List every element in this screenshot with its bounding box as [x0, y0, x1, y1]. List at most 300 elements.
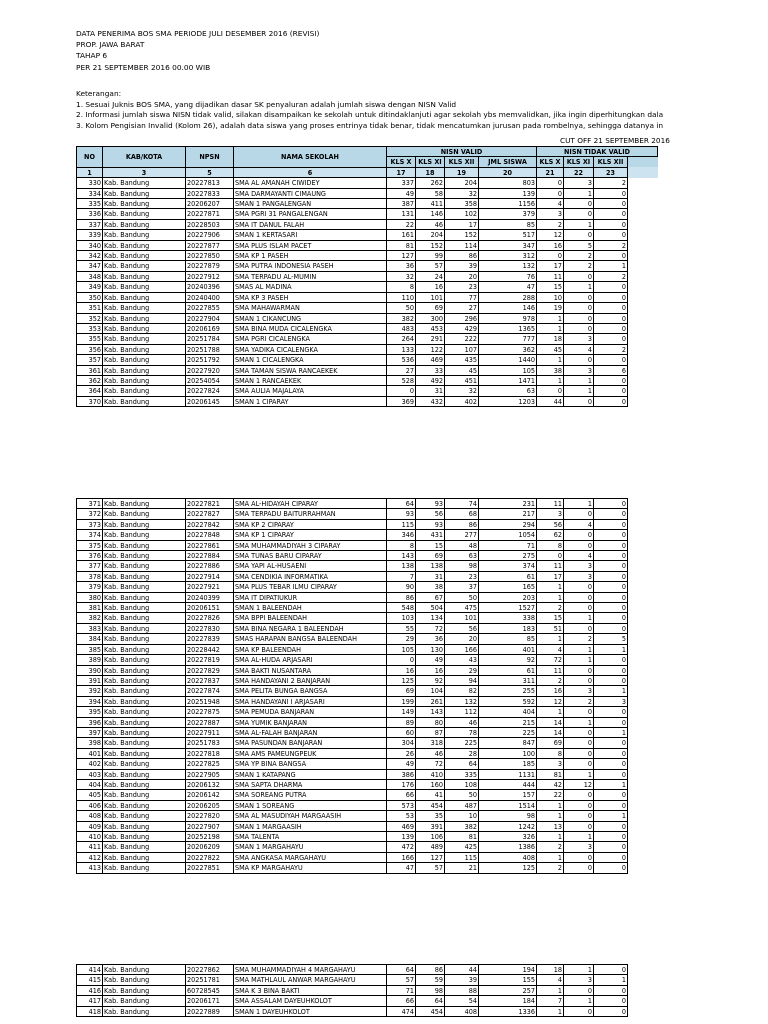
cell-invalid-kls-x: 17 [537, 261, 564, 271]
table-row [77, 240, 658, 250]
table-row [77, 561, 628, 571]
cell-npsn: 20227855 [186, 303, 234, 313]
cell-invalid-kls-xii: 0 [594, 707, 628, 717]
cell-kls-xi: 262 [416, 178, 445, 188]
cell-invalid-kls-xi: 0 [564, 355, 594, 365]
cell-npsn: 20227813 [186, 178, 234, 188]
cell-invalid-kls-x: 16 [537, 240, 564, 250]
cell-npsn: 20254054 [186, 375, 234, 385]
cell-invalid-kls-x: 1 [537, 375, 564, 385]
colnum-17: 17 [387, 167, 416, 177]
cell-kls-x: 53 [387, 811, 416, 821]
cell-jml-siswa: 146 [479, 303, 537, 313]
cell-invalid-kls-xi: 1 [564, 655, 594, 665]
table-row [77, 623, 628, 633]
cell-invalid-kls-xi: 3 [564, 334, 594, 344]
cell-kls-xii: 94 [445, 675, 479, 685]
cell-nama-sekolah: SMA TERPADU AL-MUMIN [234, 271, 387, 281]
cell-kls-xii: 86 [445, 251, 479, 261]
cell-nama-sekolah: SMA AL MASUDIYAH MARGAASIH [234, 811, 387, 821]
cell-npsn: 20227861 [186, 540, 234, 550]
cell-invalid-kls-xii: 0 [594, 675, 628, 685]
cell-nama-sekolah: SMA MAHAWARMAN [234, 303, 387, 313]
cell-invalid-kls-xii: 6 [594, 365, 628, 375]
cell-npsn: 20227905 [186, 769, 234, 779]
cell-kls-xi: 72 [416, 623, 445, 633]
cell-kls-xi: 204 [416, 230, 445, 240]
cell-jml-siswa: 225 [479, 727, 537, 737]
cell-invalid-kls-xi: 0 [564, 303, 594, 313]
cell-no: 390 [77, 665, 103, 675]
table-row [77, 551, 628, 561]
cell-invalid-kls-x: 38 [537, 365, 564, 375]
cell-kls-x: 69 [387, 686, 416, 696]
cell-invalid-kls-x: 22 [537, 790, 564, 800]
cell-kls-xii: 132 [445, 696, 479, 706]
cell-kls-x: 125 [387, 675, 416, 685]
cell-invalid-kls-xi: 0 [564, 603, 594, 613]
cell-npsn: 20227920 [186, 365, 234, 375]
cell-nama-sekolah: SMAN 1 CICALENGKA [234, 355, 387, 365]
cell-kls-x: 176 [387, 779, 416, 789]
cell-invalid-kls-xii: 0 [594, 188, 628, 198]
cell-invalid-kls-xii: 2 [594, 240, 628, 250]
cell-invalid-kls-xii: 1 [594, 644, 628, 654]
cell-kabkota: Kab. Bandung [103, 665, 186, 675]
cell-invalid-kls-x: 62 [537, 530, 564, 540]
cell-kls-x: 133 [387, 344, 416, 354]
cell-invalid-kls-xi: 1 [564, 386, 594, 396]
cell-kls-xii: 408 [445, 1006, 479, 1016]
header-nisn-valid: NISN VALID [387, 147, 537, 157]
cell-no: 391 [77, 675, 103, 685]
cell-nama-sekolah: SMA HANDAYANI 2 BANJARAN [234, 675, 387, 685]
cell-kabkota: Kab. Bandung [103, 863, 186, 873]
cell-jml-siswa: 63 [479, 386, 537, 396]
cell-jml-siswa: 847 [479, 738, 537, 748]
cell-kls-xi: 122 [416, 344, 445, 354]
cell-invalid-kls-xii: 1 [594, 261, 628, 271]
table-row [77, 644, 628, 654]
cell-kls-xii: 68 [445, 509, 479, 519]
cell-npsn: 20206132 [186, 779, 234, 789]
cell-invalid-kls-x: 11 [537, 271, 564, 281]
cell-kls-xi: 469 [416, 355, 445, 365]
cell-jml-siswa: 61 [479, 571, 537, 581]
cell-nama-sekolah: SMAS AL MADINA [234, 282, 387, 292]
cell-nama-sekolah: SMAN 1 RANCAEKEK [234, 375, 387, 385]
cell-jml-siswa: 338 [479, 613, 537, 623]
table-row [77, 975, 628, 985]
cell-no: 412 [77, 852, 103, 862]
cell-kls-x: 29 [387, 634, 416, 644]
cell-jml-siswa: 404 [479, 707, 537, 717]
cell-invalid-kls-xi: 0 [564, 209, 594, 219]
table-row [77, 519, 628, 529]
cell-invalid-kls-xi: 1 [564, 499, 594, 509]
cell-npsn: 20251948 [186, 696, 234, 706]
cell-invalid-kls-x: 3 [537, 759, 564, 769]
cell-npsn: 20227879 [186, 261, 234, 271]
cell-kls-xi: 410 [416, 769, 445, 779]
table-row [77, 530, 628, 540]
cell-invalid-kls-xi: 3 [564, 686, 594, 696]
cell-jml-siswa: 275 [479, 551, 537, 561]
cell-jml-siswa: 61 [479, 665, 537, 675]
cell-jml-siswa: 257 [479, 985, 537, 995]
cell-invalid-kls-xii: 0 [594, 821, 628, 831]
cell-invalid-kls-xii: 0 [594, 748, 628, 758]
cell-kabkota: Kab. Bandung [103, 790, 186, 800]
cell-invalid-kls-x: 0 [537, 551, 564, 561]
cell-nama-sekolah: SMAN 1 MARGAHAYU [234, 842, 387, 852]
cell-kabkota: Kab. Bandung [103, 821, 186, 831]
cell-no: 370 [77, 396, 103, 406]
cell-jml-siswa: 1131 [479, 769, 537, 779]
cell-no: 408 [77, 811, 103, 821]
cell-invalid-kls-xi: 0 [564, 790, 594, 800]
cell-jml-siswa: 125 [479, 863, 537, 873]
header-kls-xi: KLS XI [416, 157, 445, 167]
cell-nama-sekolah: SMAN 1 SOREANG [234, 800, 387, 810]
cell-jml-siswa: 194 [479, 965, 537, 975]
table-row [77, 303, 658, 313]
cell-invalid-kls-xii: 0 [594, 561, 628, 571]
cell-jml-siswa: 777 [479, 334, 537, 344]
cell-npsn: 20251788 [186, 344, 234, 354]
table-row [77, 696, 628, 706]
cell-kls-x: 139 [387, 832, 416, 842]
table-row [77, 996, 628, 1006]
cell-kls-xii: 115 [445, 852, 479, 862]
cell-invalid-kls-x: 42 [537, 779, 564, 789]
cell-kls-xii: 20 [445, 271, 479, 281]
cell-kabkota: Kab. Bandung [103, 655, 186, 665]
cell-invalid-kls-x: 1 [537, 800, 564, 810]
cell-invalid-kls-xii: 0 [594, 303, 628, 313]
cell-kls-xii: 487 [445, 800, 479, 810]
cell-kls-xii: 101 [445, 613, 479, 623]
cell-kls-x: 536 [387, 355, 416, 365]
cell-no: 392 [77, 686, 103, 696]
cell-jml-siswa: 203 [479, 592, 537, 602]
cell-jml-siswa: 1054 [479, 530, 537, 540]
cell-kabkota: Kab. Bandung [103, 592, 186, 602]
cell-nama-sekolah: SMA PASUNDAN BANJARAN [234, 738, 387, 748]
cell-kls-xii: 112 [445, 707, 479, 717]
cell-invalid-kls-xii: 0 [594, 334, 628, 344]
cell-npsn: 20227829 [186, 665, 234, 675]
cell-no: 401 [77, 748, 103, 758]
cell-nama-sekolah: SMA PGRI 31 PANGALENGAN [234, 209, 387, 219]
header-nama-sekolah: NAMA SEKOLAH [234, 147, 387, 168]
colnum-20: 20 [479, 167, 537, 177]
cell-kls-x: 81 [387, 240, 416, 250]
cell-kls-x: 0 [387, 386, 416, 396]
cell-nama-sekolah: SMA KP BALEENDAH [234, 644, 387, 654]
cell-kls-xi: 431 [416, 530, 445, 540]
cell-jml-siswa: 185 [479, 759, 537, 769]
cell-kls-x: 16 [387, 665, 416, 675]
cell-invalid-kls-xii: 2 [594, 344, 628, 354]
cell-npsn: 20206209 [186, 842, 234, 852]
title-line-4: PER 21 SEPTEMBER 2016 00.00 WIB [76, 62, 211, 72]
cell-no: 410 [77, 832, 103, 842]
cell-invalid-kls-xii: 0 [594, 375, 628, 385]
cell-kls-xii: 152 [445, 230, 479, 240]
cell-kls-x: 386 [387, 769, 416, 779]
cell-invalid-kls-x: 81 [537, 769, 564, 779]
cell-kls-x: 27 [387, 365, 416, 375]
cell-kls-xi: 58 [416, 188, 445, 198]
cell-jml-siswa: 76 [479, 271, 537, 281]
cell-invalid-kls-x: 15 [537, 282, 564, 292]
cell-npsn: 60728545 [186, 985, 234, 995]
cell-jml-siswa: 444 [479, 779, 537, 789]
cell-kls-xi: 36 [416, 634, 445, 644]
cell-no: 402 [77, 759, 103, 769]
cell-invalid-kls-x: 2 [537, 675, 564, 685]
cell-invalid-kls-xi: 1 [564, 644, 594, 654]
cell-nama-sekolah: SMA ASSALAM DAYEUHKOLOT [234, 996, 387, 1006]
cell-kls-x: 199 [387, 696, 416, 706]
cell-nama-sekolah: SMA IT DIPATIUKUR [234, 592, 387, 602]
cell-invalid-kls-xii: 2 [594, 178, 628, 188]
cell-invalid-kls-xi: 4 [564, 551, 594, 561]
cell-no: 340 [77, 240, 103, 250]
cell-nama-sekolah: SMA PLUS TEBAR ILMU CIPARAY [234, 582, 387, 592]
cell-nama-sekolah: SMA KP 2 CIPARAY [234, 519, 387, 529]
cell-jml-siswa: 217 [479, 509, 537, 519]
cell-jml-siswa: 184 [479, 996, 537, 1006]
cell-invalid-kls-xi: 0 [564, 985, 594, 995]
cell-invalid-kls-x: 11 [537, 665, 564, 675]
cell-kls-x: 89 [387, 717, 416, 727]
cell-kabkota: Kab. Bandung [103, 292, 186, 302]
cell-npsn: 20227921 [186, 582, 234, 592]
cell-kabkota: Kab. Bandung [103, 832, 186, 842]
cell-kabkota: Kab. Bandung [103, 530, 186, 540]
cell-invalid-kls-xii: 0 [594, 790, 628, 800]
cell-npsn: 20227862 [186, 965, 234, 975]
cell-invalid-kls-xi: 4 [564, 519, 594, 529]
header-jml-siswa: JML SISWA [479, 157, 537, 167]
cell-kls-x: 115 [387, 519, 416, 529]
cell-kls-x: 71 [387, 985, 416, 995]
cell-kls-xii: 435 [445, 355, 479, 365]
cell-kls-xii: 108 [445, 779, 479, 789]
cell-jml-siswa: 157 [479, 790, 537, 800]
cell-kls-xi: 64 [416, 996, 445, 1006]
cell-no: 417 [77, 996, 103, 1006]
cell-invalid-kls-xii: 0 [594, 996, 628, 1006]
cell-invalid-kls-xi: 3 [564, 842, 594, 852]
cell-kls-xii: 37 [445, 582, 479, 592]
cell-kls-xi: 67 [416, 592, 445, 602]
cell-no: 377 [77, 561, 103, 571]
cell-nama-sekolah: SMA IT DANUL FALAH [234, 219, 387, 229]
cell-kls-x: 32 [387, 271, 416, 281]
cell-kls-x: 469 [387, 821, 416, 831]
cell-kls-xi: 86 [416, 965, 445, 975]
cell-nama-sekolah: SMA AL-HUDA ARJASARI [234, 655, 387, 665]
table-row [77, 386, 658, 396]
cell-kls-x: 127 [387, 251, 416, 261]
cell-invalid-kls-xi: 3 [564, 571, 594, 581]
cell-nama-sekolah: SMA AL AMANAH CIWIDEY [234, 178, 387, 188]
cell-invalid-kls-xii: 0 [594, 1006, 628, 1016]
cell-npsn: 20206142 [186, 790, 234, 800]
cell-jml-siswa: 105 [479, 365, 537, 375]
cell-kls-x: 26 [387, 748, 416, 758]
cell-jml-siswa: 92 [479, 655, 537, 665]
cell-nama-sekolah: SMAN 1 BALEENDAH [234, 603, 387, 613]
notes [76, 89, 663, 131]
table-row [77, 665, 628, 675]
cell-invalid-kls-x: 16 [537, 686, 564, 696]
table-row [77, 985, 628, 995]
cell-kls-x: 66 [387, 996, 416, 1006]
table-row [77, 852, 628, 862]
cell-invalid-kls-xi: 0 [564, 863, 594, 873]
cell-kls-xi: 69 [416, 551, 445, 561]
cell-kls-x: 55 [387, 623, 416, 633]
cell-kabkota: Kab. Bandung [103, 344, 186, 354]
cell-nama-sekolah: SMA BPPI BALEENDAH [234, 613, 387, 623]
cell-kls-xi: 59 [416, 975, 445, 985]
cell-nama-sekolah: SMAN 1 CIKANCUNG [234, 313, 387, 323]
cell-kabkota: Kab. Bandung [103, 240, 186, 250]
table-row [77, 509, 628, 519]
cell-nama-sekolah: SMA TAMAN SISWA RANCAEKEK [234, 365, 387, 375]
cell-no: 414 [77, 965, 103, 975]
cell-kls-xii: 23 [445, 571, 479, 581]
cell-invalid-kls-x: 0 [537, 386, 564, 396]
cell-nama-sekolah: SMA AULIA MAJALAYA [234, 386, 387, 396]
cell-no: 353 [77, 323, 103, 333]
cell-kabkota: Kab. Bandung [103, 209, 186, 219]
cell-invalid-kls-xii: 0 [594, 655, 628, 665]
cell-kls-x: 474 [387, 1006, 416, 1016]
cell-kls-x: 60 [387, 727, 416, 737]
cell-invalid-kls-xii: 0 [594, 540, 628, 550]
cell-nama-sekolah: SMA PELITA BUNGA BANGSA [234, 686, 387, 696]
cell-invalid-kls-x: 0 [537, 251, 564, 261]
cell-kls-x: 346 [387, 530, 416, 540]
cell-npsn: 20227877 [186, 240, 234, 250]
cell-kls-x: 337 [387, 178, 416, 188]
cell-kls-x: 548 [387, 603, 416, 613]
cell-kls-xii: 98 [445, 561, 479, 571]
cell-npsn: 20227824 [186, 386, 234, 396]
cell-kls-xii: 64 [445, 759, 479, 769]
cell-jml-siswa: 1336 [479, 1006, 537, 1016]
cell-kls-x: 8 [387, 282, 416, 292]
cell-invalid-kls-xi: 1 [564, 188, 594, 198]
table-row [77, 863, 628, 873]
cell-invalid-kls-xi: 0 [564, 582, 594, 592]
cell-kls-xi: 291 [416, 334, 445, 344]
cell-kabkota: Kab. Bandung [103, 582, 186, 592]
cell-nama-sekolah: SMA ANGKASA MARGAHAYU [234, 852, 387, 862]
cell-kls-x: 105 [387, 644, 416, 654]
cell-no: 361 [77, 365, 103, 375]
cell-no: 362 [77, 375, 103, 385]
cell-no: 397 [77, 727, 103, 737]
cell-nama-sekolah: SMA CENDIKIA INFORMATIKA [234, 571, 387, 581]
table-row [77, 965, 628, 975]
cell-kls-xi: 98 [416, 985, 445, 995]
cell-invalid-kls-xii: 1 [594, 811, 628, 821]
cell-jml-siswa: 401 [479, 644, 537, 654]
cell-no: 413 [77, 863, 103, 873]
cell-nama-sekolah: SMA TERPADU BAITURRAHMAN [234, 509, 387, 519]
cell-kabkota: Kab. Bandung [103, 561, 186, 571]
cell-npsn: 20227848 [186, 530, 234, 540]
cell-npsn: 20227912 [186, 271, 234, 281]
cell-kls-xi: 432 [416, 396, 445, 406]
cell-invalid-kls-x: 18 [537, 334, 564, 344]
cell-kls-xii: 81 [445, 832, 479, 842]
cell-kls-xii: 28 [445, 748, 479, 758]
table-row [77, 230, 658, 240]
colnum-18: 18 [416, 167, 445, 177]
cell-jml-siswa: 165 [479, 582, 537, 592]
table-row [77, 571, 628, 581]
cell-invalid-kls-x: 1 [537, 1006, 564, 1016]
cell-kls-xi: 80 [416, 717, 445, 727]
cell-invalid-kls-xii: 0 [594, 769, 628, 779]
cell-npsn: 20227904 [186, 313, 234, 323]
cell-kls-xi: 411 [416, 199, 445, 209]
cell-no: 374 [77, 530, 103, 540]
cell-invalid-kls-x: 19 [537, 303, 564, 313]
cell-no: 385 [77, 644, 103, 654]
cell-invalid-kls-xi: 0 [564, 665, 594, 675]
cell-npsn: 20227820 [186, 811, 234, 821]
cell-kls-xi: 49 [416, 655, 445, 665]
cell-kls-xi: 454 [416, 1006, 445, 1016]
cell-invalid-kls-xii: 0 [594, 209, 628, 219]
colnum-3: 3 [103, 167, 186, 177]
cell-invalid-kls-xii: 0 [594, 396, 628, 406]
cell-no: 409 [77, 821, 103, 831]
cell-npsn: 20227827 [186, 509, 234, 519]
cell-invalid-kls-xi: 0 [564, 800, 594, 810]
cell-kls-xi: 31 [416, 571, 445, 581]
cell-invalid-kls-xi: 0 [564, 759, 594, 769]
cell-no: 381 [77, 603, 103, 613]
cell-invalid-kls-xi: 0 [564, 313, 594, 323]
cell-invalid-kls-xii: 2 [594, 271, 628, 281]
colnum-1: 1 [77, 167, 103, 177]
cell-kls-xii: 382 [445, 821, 479, 831]
cell-invalid-kls-xii: 0 [594, 571, 628, 581]
table-row [77, 355, 658, 365]
cell-kls-xi: 41 [416, 790, 445, 800]
cell-invalid-kls-xi: 0 [564, 323, 594, 333]
cell-invalid-kls-xi: 0 [564, 592, 594, 602]
cell-kls-xi: 138 [416, 561, 445, 571]
cell-invalid-kls-xi: 1 [564, 219, 594, 229]
cell-invalid-kls-xii: 3 [594, 696, 628, 706]
cell-nama-sekolah: SMA HANDAYANI I ARJASARI [234, 696, 387, 706]
cell-npsn: 20227837 [186, 675, 234, 685]
cell-kabkota: Kab. Bandung [103, 261, 186, 271]
data-table-block-2 [76, 498, 628, 874]
cell-npsn: 20227818 [186, 748, 234, 758]
cell-no: 394 [77, 696, 103, 706]
